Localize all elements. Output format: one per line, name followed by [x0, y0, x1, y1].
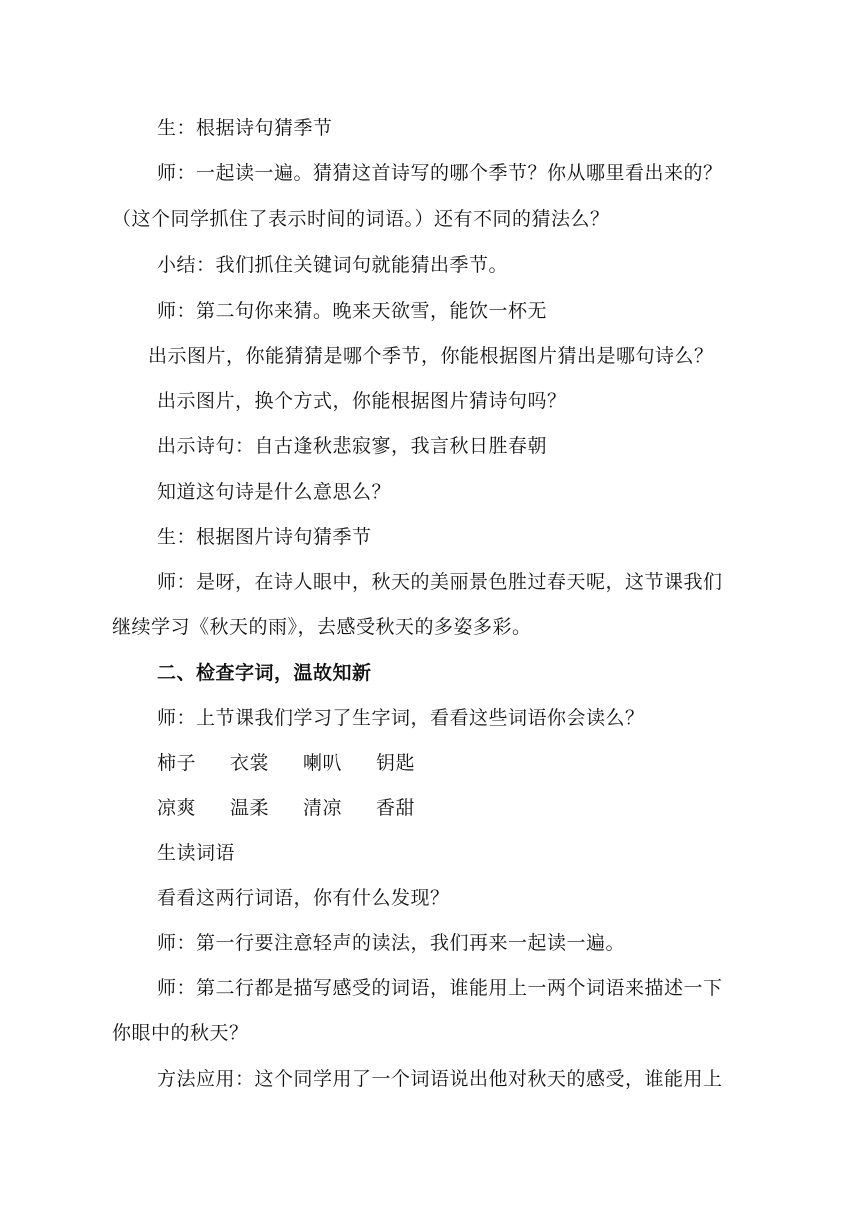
paragraph: 生：根据图片诗句猜季节	[157, 526, 372, 548]
paragraph: 师：上节课我们学习了生字词，看看这些词语你会读么？	[157, 707, 645, 729]
word: 清凉	[303, 797, 343, 819]
paragraph: 生：根据诗句猜季节	[157, 117, 333, 139]
word: 衣裳	[230, 752, 270, 774]
word: 喇叭	[303, 752, 343, 774]
paragraph: （这个同学抓住了表示时间的词语。）还有不同的猜法么？	[112, 208, 610, 230]
paragraph: 看看这两行词语，你有什么发现？	[157, 887, 450, 909]
word: 凉爽	[157, 797, 197, 819]
paragraph: 师：第二句你来猜。晚来天欲雪，能饮一杯无	[157, 300, 548, 322]
paragraph: 你眼中的秋天？	[112, 1022, 249, 1044]
word: 香甜	[376, 797, 416, 819]
paragraph: 师：一起读一遍。猜猜这首诗写的哪个季节？你从哪里看出来的？	[157, 162, 723, 184]
paragraph: 师：第一行要注意轻声的读法，我们再来一起读一遍。	[157, 932, 626, 954]
paragraph: 生读词语	[157, 842, 236, 864]
paragraph: 师：第二行都是描写感受的词语，谁能用上一两个词语来描述一下	[157, 977, 723, 999]
paragraph: 出示图片，换个方式，你能根据图片猜诗句吗？	[157, 390, 567, 412]
paragraph: 方法应用：这个同学用了一个词语说出他对秋天的感受，谁能用上	[157, 1068, 723, 1090]
paragraph: 师：是呀，在诗人眼中，秋天的美丽景色胜过春天呢，这节课我们	[157, 571, 723, 593]
section-heading: 二、检查字词，温故知新	[157, 662, 372, 684]
word-row-2	[157, 795, 449, 821]
word: 温柔	[230, 797, 270, 819]
paragraph: 知道这句诗是什么意思么？	[157, 481, 392, 503]
word: 柿子	[157, 752, 197, 774]
word-row-1	[157, 750, 449, 776]
paragraph: 小结：我们抓住关键词句就能猜出季节。	[157, 254, 509, 276]
paragraph: 继续学习《秋天的雨》，去感受秋天的多姿多彩。	[112, 616, 532, 638]
word: 钥匙	[376, 752, 416, 774]
paragraph: 出示图片，你能猜猜是哪个季节，你能根据图片猜出是哪句诗么？	[148, 345, 714, 367]
paragraph: 出示诗句：自古逢秋悲寂寥，我言秋日胜春朝	[157, 435, 548, 457]
